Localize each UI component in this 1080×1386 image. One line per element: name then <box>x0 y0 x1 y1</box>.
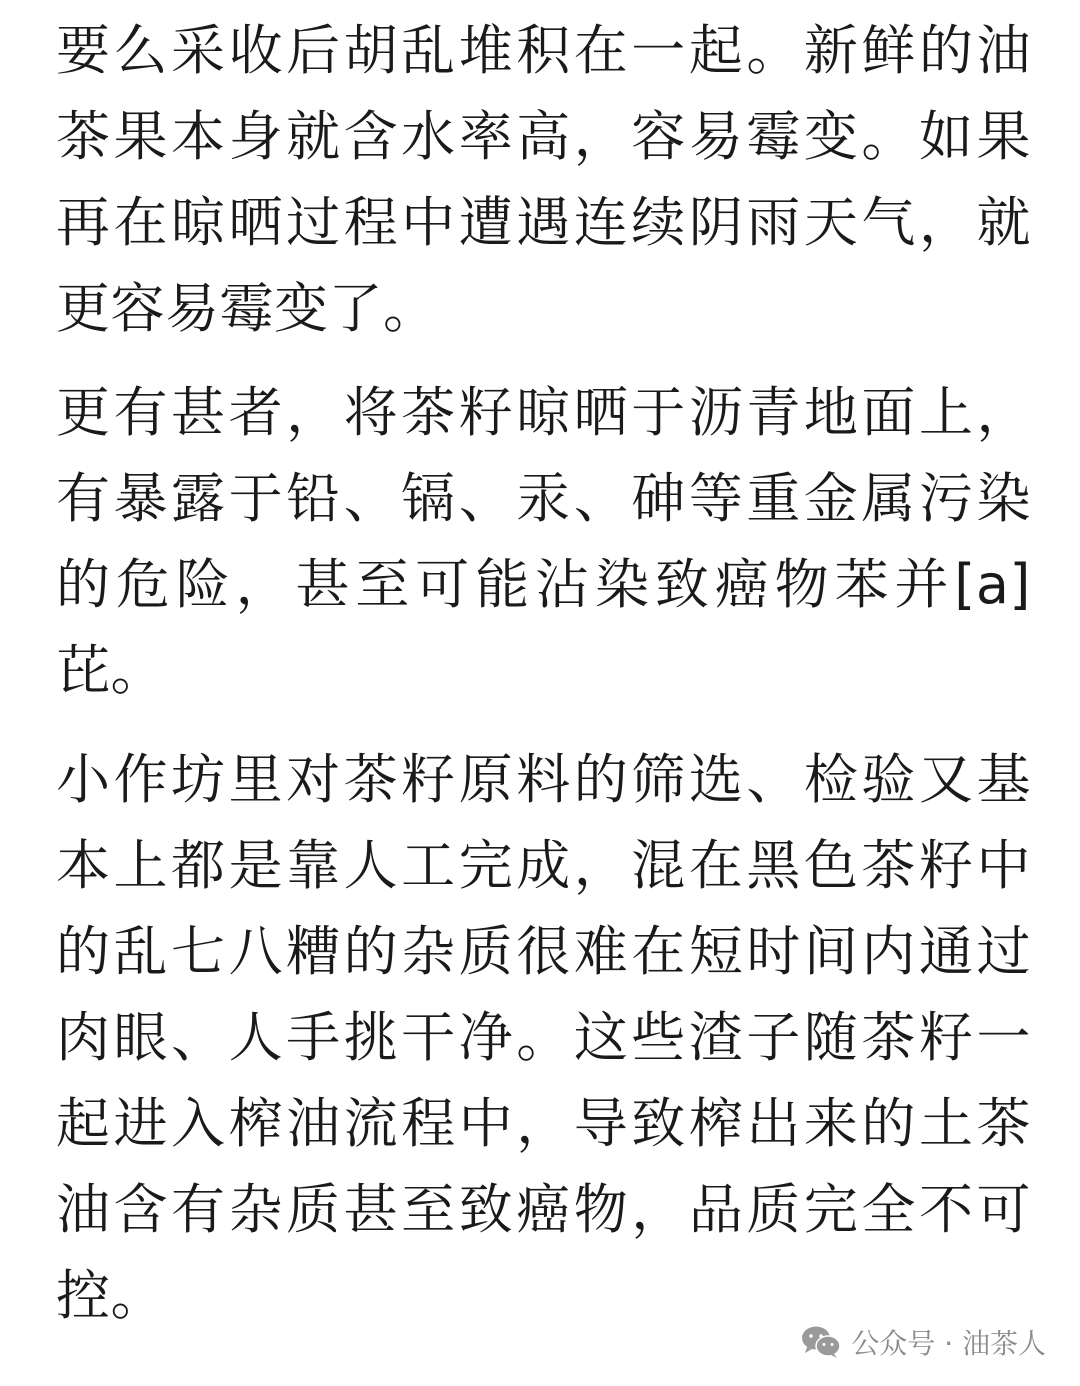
text-line: 再在晾晒过程中遭遇连续阴雨天气，就 <box>56 191 1031 254</box>
text-line: 更容易霉变了。 <box>56 277 438 340</box>
watermark-text: 公众号 · 油茶人 <box>851 1327 1046 1360</box>
text-line: 油含有杂质甚至致癌物，品质完全不可 <box>56 1178 1031 1241</box>
text-line: 芘。 <box>56 639 165 702</box>
text-line: 的危险，甚至可能沾染致癌物苯并[a] <box>56 553 1031 616</box>
text-line: 有暴露于铅、镉、汞、砷等重金属污染 <box>56 467 1031 530</box>
text-line: 本上都是靠人工完成，混在黑色茶籽中 <box>56 834 1031 897</box>
text-line: 肉眼、人手挑干净。这些渣子随茶籽一 <box>56 1006 1031 1069</box>
text-line: 控。 <box>56 1264 165 1327</box>
text-line: 更有甚者，将茶籽晾晒于沥青地面上， <box>56 381 1031 444</box>
text-line: 起进入榨油流程中，导致榨出来的土茶 <box>56 1092 1031 1155</box>
paragraph <box>56 8 1031 352</box>
paragraph <box>56 370 1031 714</box>
text-line: 茶果本身就含水率高，容易霉变。如果 <box>56 105 1031 168</box>
text-line: 小作坊里对茶籽原料的筛选、检验又基 <box>56 748 1031 811</box>
text-line: 要么采收后胡乱堆积在一起。新鲜的油 <box>56 19 1031 82</box>
wechat-icon <box>801 1325 841 1359</box>
paragraph <box>56 737 1031 1339</box>
wechat-watermark <box>801 1312 1046 1372</box>
text-line: 的乱七八糟的杂质很难在短时间内通过 <box>56 920 1031 983</box>
